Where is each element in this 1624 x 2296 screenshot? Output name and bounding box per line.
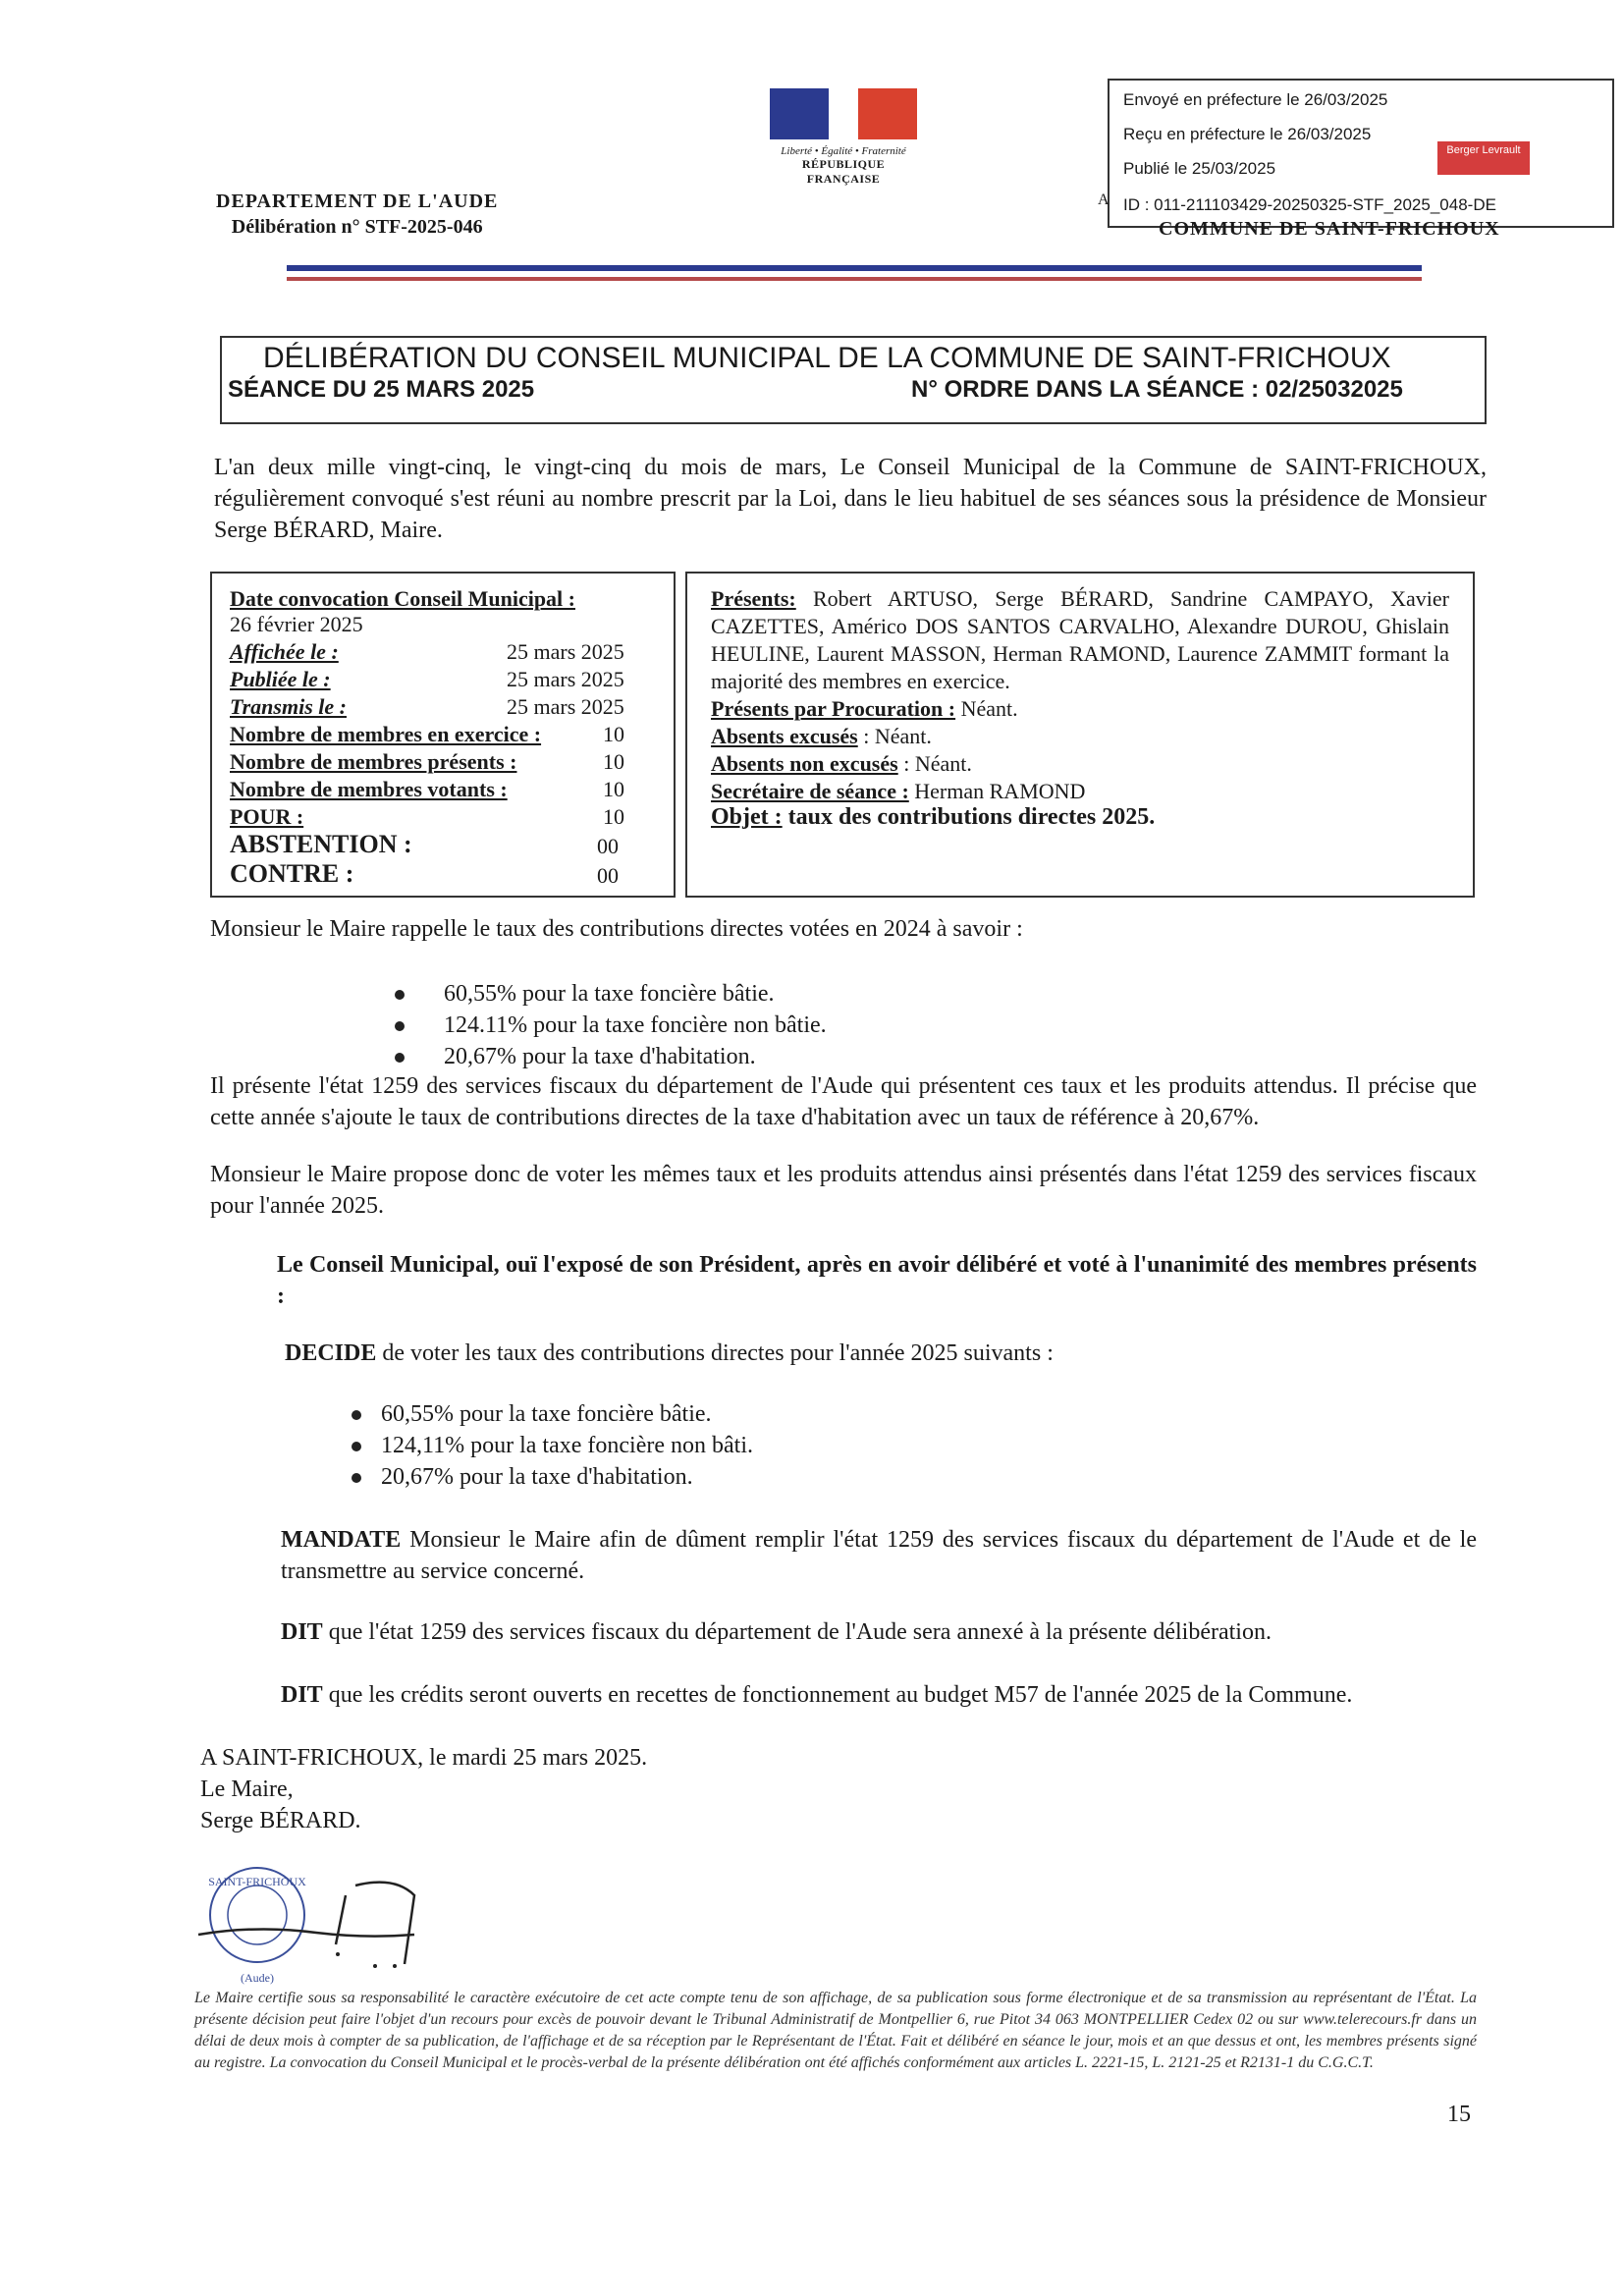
pour-label: POUR : [230, 804, 304, 829]
abstention-label: ABSTENTION : [230, 830, 412, 858]
rappel-paragraph: Monsieur le Maire rappelle le taux des contributions directes votées en 2024 à savoir : [210, 916, 1023, 942]
transmis-label: Transmis le : [230, 694, 347, 719]
deliberation-title: DÉLIBÉRATION DU CONSEIL MUNICIPAL DE LA COMMUNE DE SAINT-FRICHOUX [263, 342, 1391, 374]
dit1-text: que l'état 1259 des services fiscaux du département de l'Aude sera annexé à la présente délibération. [322, 1619, 1272, 1645]
mayor-seal-signature [169, 1856, 444, 2003]
department-name: DEPARTEMENT DE L'AUDE [216, 191, 499, 212]
dit2-paragraph [281, 1679, 1477, 1711]
presence-box [685, 572, 1475, 898]
stamp-id: ID : 011-211103429-20250325-STF_2025_048-DE [1123, 195, 1496, 214]
signature-role: Le Maire, [200, 1777, 294, 1802]
presents-label: Présents: [711, 586, 796, 611]
pour-value: 10 [603, 804, 624, 829]
header-rule-red [287, 277, 1422, 281]
excuses-value: : Néant. [857, 724, 932, 748]
seance-date: SÉANCE DU 25 MARS 2025 [228, 376, 535, 403]
excuses-row [711, 723, 1449, 750]
signature-place-date: A SAINT-FRICHOUX, le mardi 25 mars 2025. [200, 1745, 648, 1771]
marianne-icon [770, 88, 917, 139]
presents-block [711, 585, 1449, 695]
logo-motto: Liberté • Égalité • Fraternité [781, 145, 906, 157]
ordre-number: N° ORDRE DANS LA SÉANCE : 02/25032025 [911, 376, 1403, 403]
convocation-date: 26 février 2025 [230, 612, 363, 636]
abstention-value: 00 [597, 834, 619, 858]
excuses-label: Absents excusés [711, 724, 858, 748]
objet-row [711, 803, 1449, 831]
secretaire-row [711, 778, 1449, 805]
secretaire-value: Herman RAMOND [908, 779, 1086, 803]
stamp-envoye: Envoyé en préfecture le 26/03/2025 [1123, 90, 1388, 109]
decide-keyword: DECIDE [285, 1340, 377, 1366]
stamp-a: A [1098, 191, 1110, 208]
header-rule-blue [287, 265, 1422, 271]
convocation-label: Date convocation Conseil Municipal : [230, 586, 575, 611]
signature-name: Serge BÉRARD. [200, 1808, 361, 1833]
commune-name: COMMUNE DE SAINT-FRICHOUX [1159, 218, 1500, 240]
seal-text: SAINT-FRICHOUX [208, 1875, 306, 1888]
rate-2025-item: 20,67% pour la taxe d'habitation. [352, 1461, 693, 1493]
nonexcuses-label: Absents non excusés [711, 751, 898, 776]
conseil-paragraph: Le Conseil Municipal, ouï l'exposé de son Président, après en avoir délibéré et voté à l'unanimité des membres présents : [277, 1252, 1477, 1309]
votants-value: 10 [603, 777, 624, 801]
nonexcuses-value: : Néant. [897, 751, 972, 776]
legal-footer: Le Maire certifie sous sa responsabilité le caractère exécutoire de cet acte compte tenu de son affichage, de sa publication sous forme électronique et de sa transmission au représentant de l'État. La présente décision peut faire l'objet d'un recours pour excès de pouvoir devant le Tribunal Administratif de Montpellier 6, rue Pitot 34 063 MONTPELLIER Cedex 02 ou sur www.telerecours.fr dans un délai de deux mois à compter de sa publication, de l'affichage et de sa réception par le Représentant de l'État. Fait et délibéré en séance le jour, mois et an que dessus et ont, les membres présents signé au registre. La convocation du Conseil Municipal et le procès-verbal de la présente délibération ont été affichés conformément aux articles L. 2221-15, L. 2121-25 et R2131-1 du C.G.C.T. [194, 1990, 1477, 2071]
decide-text: de voter les taux des contributions directes pour l'année 2025 suivants : [376, 1340, 1054, 1366]
presente-paragraph: Il présente l'état 1259 des services fiscaux du département de l'Aude qui présentent ces taux et les produits attendus. Il précise que cette année s'ajoute le taux de contributions directes de la taxe d'habitation avec un taux de référence à 20,67%. [210, 1073, 1477, 1130]
propose-paragraph: Monsieur le Maire propose donc de voter les mêmes taux et les produits attendus ainsi présentés dans l'état 1259 des services fiscaux pour l'année 2025. [210, 1162, 1477, 1219]
dit-keyword: DIT [281, 1682, 323, 1708]
objet-value: taux des contributions directes 2025. [782, 804, 1156, 830]
contre-value: 00 [597, 863, 619, 888]
stamp-publie: Publié le 25/03/2025 [1123, 159, 1276, 178]
contre-label: CONTRE : [230, 859, 354, 888]
publiee-value: 25 mars 2025 [507, 667, 624, 691]
prefecture-stamp [1108, 79, 1614, 228]
mandate-text: Monsieur le Maire afin de dûment remplir l'état 1259 des services fiscaux du département de l'Aude et de le transmettre au service concerné. [281, 1527, 1477, 1584]
rate-2024-item: 60,55% pour la taxe foncière bâtie. [395, 978, 775, 1010]
dit1-paragraph [281, 1616, 1477, 1648]
presents-count-label: Nombre de membres présents : [230, 749, 517, 774]
secretaire-label: Secrétaire de séance : [711, 779, 909, 803]
procuration-row [711, 695, 1449, 723]
mandate-keyword: MANDATE [281, 1527, 402, 1553]
exercice-label: Nombre de membres en exercice : [230, 722, 542, 746]
objet-label: Objet : [711, 804, 783, 830]
page-number: 15 [1447, 2102, 1471, 2127]
rate-2024-item: 20,67% pour la taxe d'habitation. [395, 1041, 756, 1072]
procuration-value: Néant. [955, 696, 1018, 721]
presents-list: Robert ARTUSO, Serge BÉRARD, Sandrine CAMPAYO, Xavier CAZETTES, Américo DOS SANTOS CARVALHO, Alexandre DUROU, Ghislain HEULINE, Laurent MASSON, Herman RAMOND, Laurence ZAMMIT formant la majorité des membres en exercice. [711, 586, 1449, 693]
exercice-value: 10 [603, 722, 624, 746]
affichee-value: 25 mars 2025 [507, 639, 624, 664]
berger-levrault-badge: Berger Levrault [1437, 141, 1530, 175]
procuration-label: Présents par Procuration : [711, 696, 956, 721]
decide-paragraph [285, 1338, 1477, 1369]
rate-2025-item: 124,11% pour la taxe foncière non bâti. [352, 1430, 753, 1461]
rate-2024-item: 124.11% pour la taxe foncière non bâtie. [395, 1010, 827, 1041]
intro-paragraph: L'an deux mille vingt-cinq, le vingt-cinq du mois de mars, Le Conseil Municipal de la Commune de SAINT-FRICHOUX, régulièrement convoqué s'est réuni au nombre prescrit par la Loi, dans le lieu habituel de ses séances sous la présidence de Monsieur Serge BÉRARD, Maire. [214, 455, 1487, 543]
seal-subtext: (Aude) [241, 1971, 274, 1985]
rate-2025-item: 60,55% pour la taxe foncière bâtie. [352, 1398, 712, 1430]
dit2-text: que les crédits seront ouverts en recettes de fonctionnement au budget M57 de l'année 2025 de la Commune. [322, 1682, 1353, 1708]
affichee-label: Affichée le : [230, 639, 339, 664]
republique-francaise-logo [770, 88, 917, 187]
mandate-paragraph [281, 1524, 1477, 1587]
stamp-recu: Reçu en préfecture le 26/03/2025 [1123, 125, 1372, 143]
publiee-label: Publiée le : [230, 667, 331, 691]
votants-label: Nombre de membres votants : [230, 777, 508, 801]
logo-republique: RÉPUBLIQUE FRANÇAISE [801, 157, 886, 186]
header-left [216, 189, 498, 240]
deliberation-number: Délibération n° STF-2025-046 [231, 216, 483, 238]
nonexcuses-row [711, 750, 1449, 778]
transmis-value: 25 mars 2025 [507, 694, 624, 719]
dit-keyword: DIT [281, 1619, 323, 1645]
presents-count-value: 10 [603, 749, 624, 774]
convocation-box [210, 572, 676, 898]
